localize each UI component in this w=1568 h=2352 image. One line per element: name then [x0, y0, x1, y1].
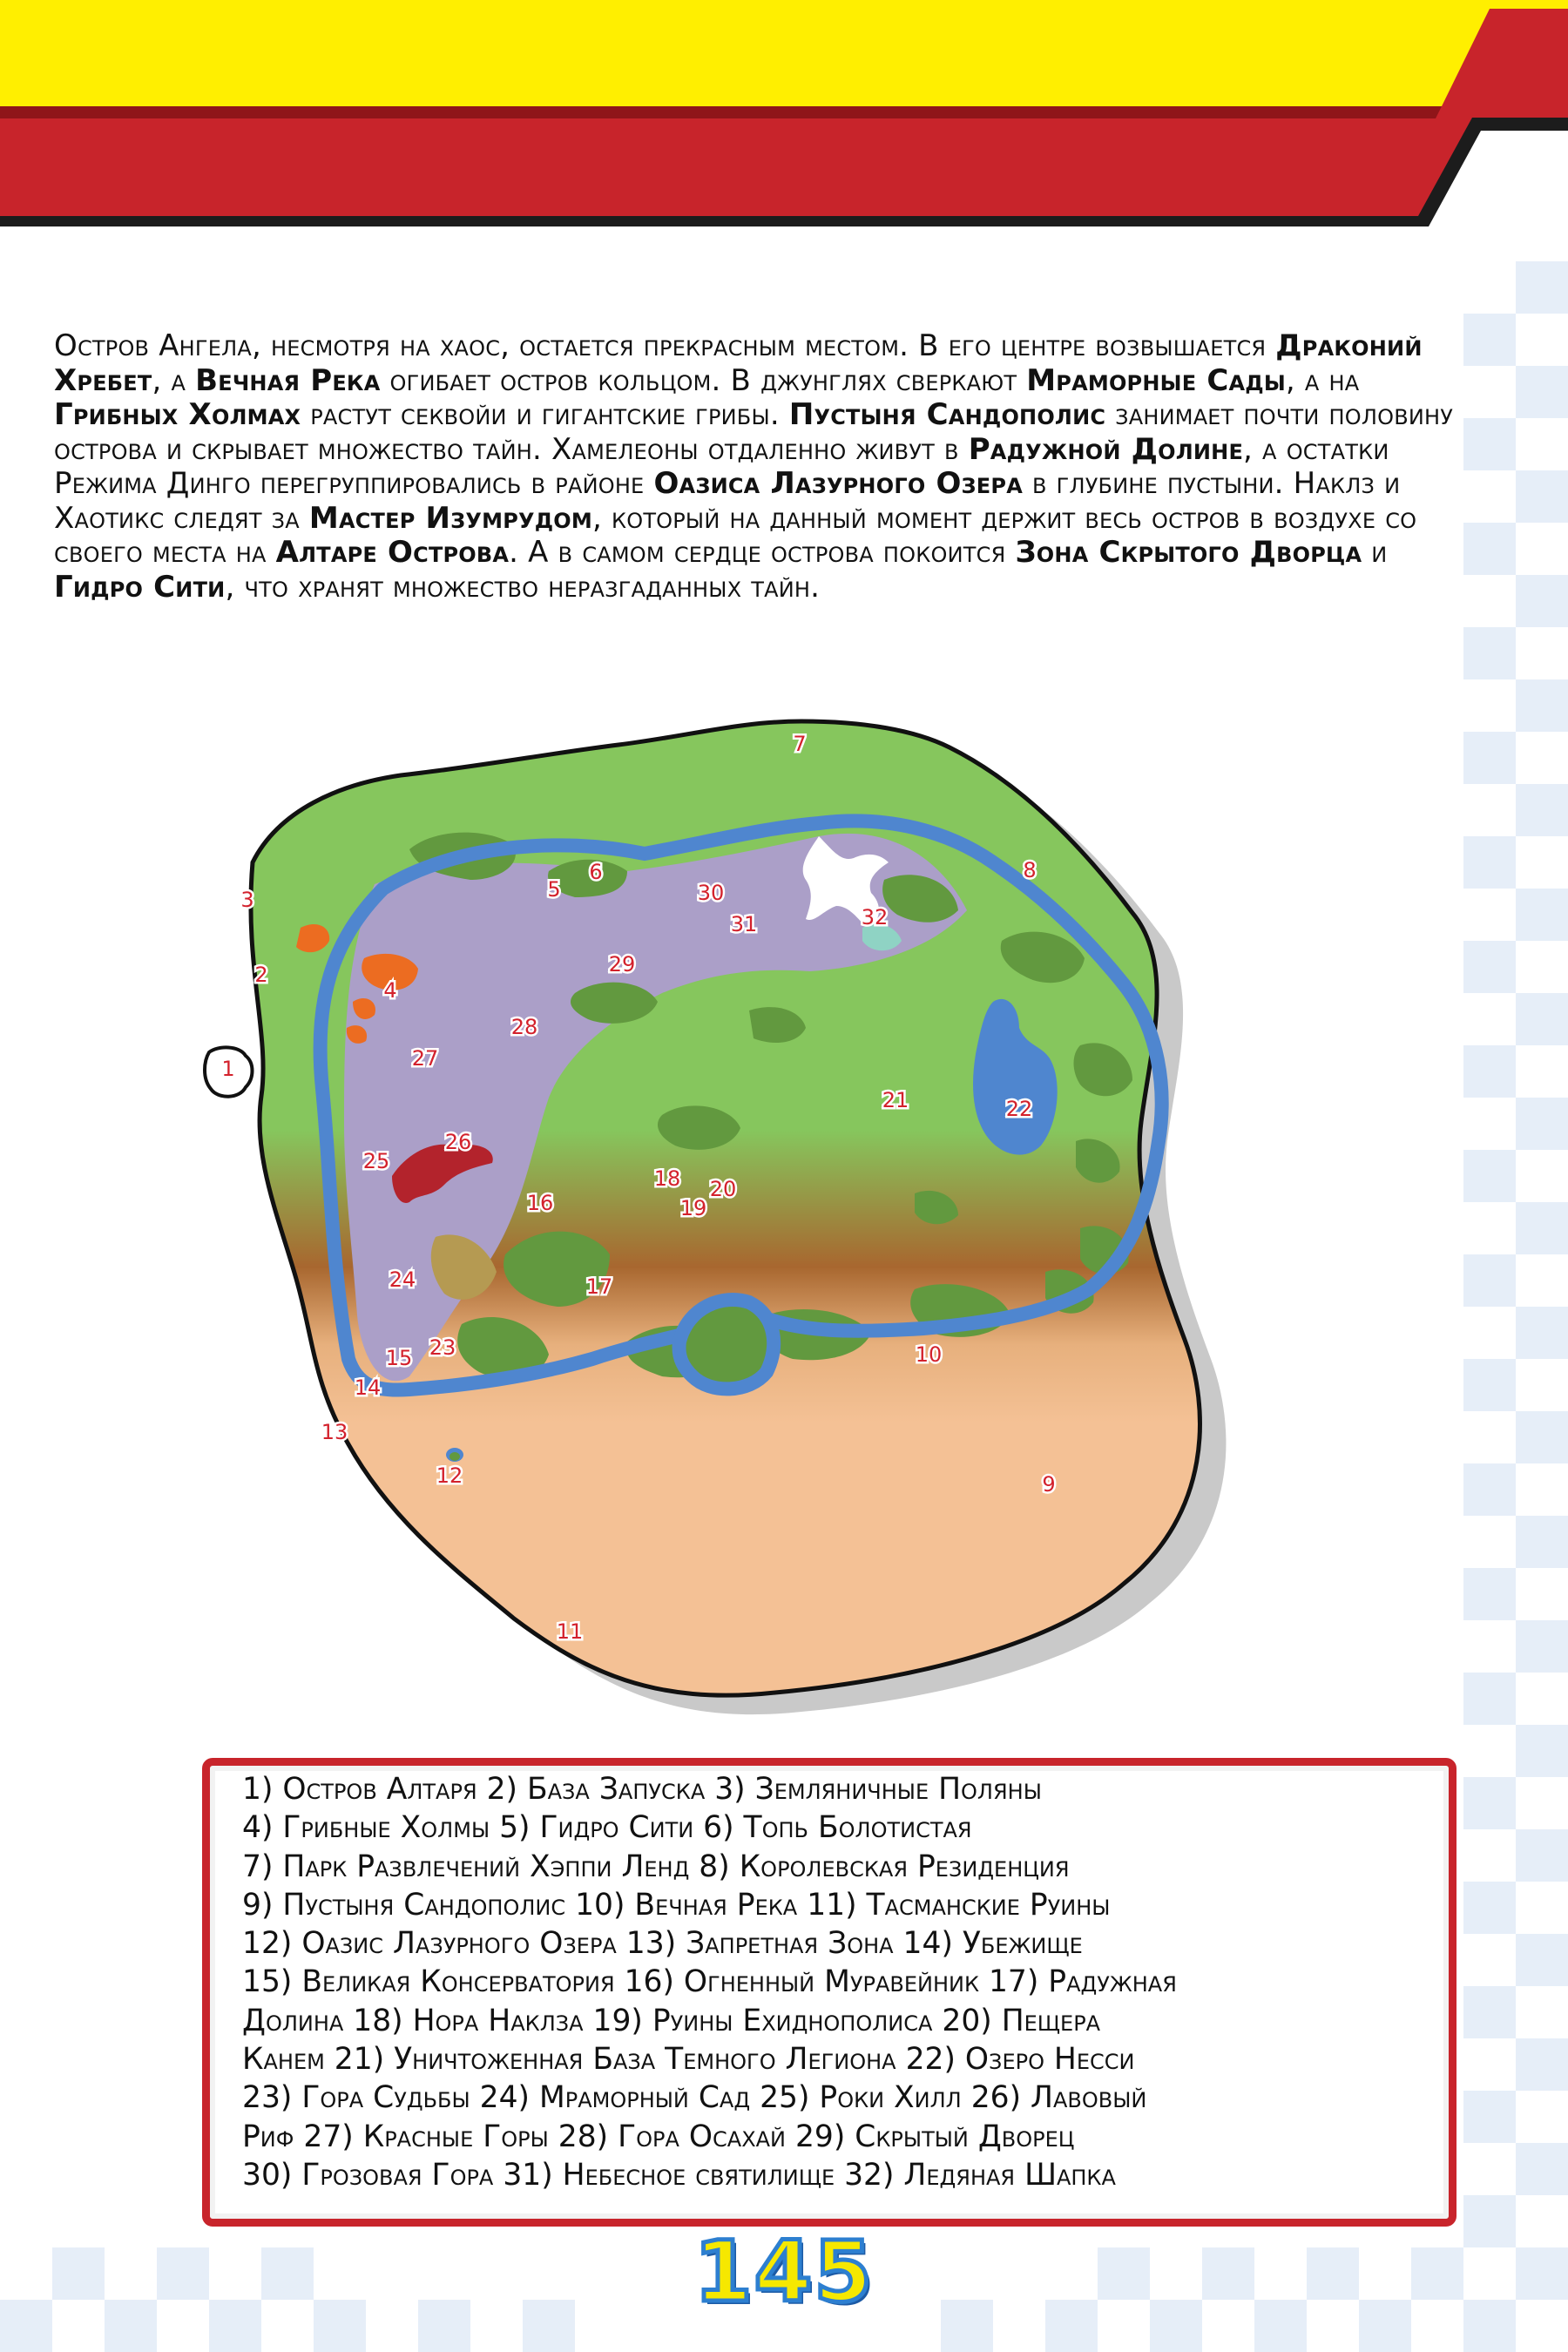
map-label-31[interactable]: 31	[730, 912, 758, 936]
intro-highlight: Грибных Холмах	[54, 397, 301, 432]
intro-text: Остров Ангела, несмотря на хаос, остается прекрасным местом. В его центре возвышается	[54, 328, 1276, 363]
intro-text: и	[1362, 535, 1388, 570]
map-label-15[interactable]: 15	[385, 1346, 413, 1370]
map-label-8[interactable]: 8	[1023, 858, 1037, 882]
intro-highlight: Мраморные Сады	[1026, 362, 1286, 398]
map-label-27[interactable]: 27	[411, 1046, 439, 1071]
legend-line: Канем 21) Уничтоженная База Темного Легиона 22) Озеро Несси	[242, 2042, 1135, 2078]
intro-text: , который на данный момент держит весь остров в воздухе со своего места на	[54, 500, 1417, 570]
map-label-23[interactable]: 23	[429, 1335, 456, 1360]
intro-text: , что хранят множество неразгаданных тайн.	[225, 569, 821, 605]
intro-text: огибает остров кольцом. В джунглях сверкают	[380, 362, 1027, 398]
map-label-4[interactable]: 4	[383, 978, 397, 1003]
intro-highlight: Драконий Хребет	[54, 328, 1423, 398]
map-label-25[interactable]: 25	[362, 1149, 390, 1173]
map-label-29[interactable]: 29	[608, 952, 636, 977]
map-label-22[interactable]: 22	[1005, 1097, 1033, 1121]
map-label-3[interactable]: 3	[240, 888, 254, 912]
river-loop	[679, 1300, 774, 1389]
intro-highlight: Вечная Река	[195, 362, 381, 398]
map-label-1[interactable]: 1	[221, 1057, 235, 1081]
map-label-2[interactable]: 2	[254, 963, 268, 987]
intro-text: . А в самом сердце острова покоится	[509, 535, 1016, 570]
intro-highlight: Пустыня Сандополис	[788, 397, 1106, 432]
legend-line: 12) Оазис Лазурного Озера 13) Запретная Зона 14) Убежище	[242, 1926, 1083, 1962]
legend-list	[242, 1770, 1462, 2194]
map-label-32[interactable]: 32	[861, 905, 889, 929]
intro-highlight: Зона Скрытого Дворца	[1015, 535, 1362, 570]
legend-line: Долина 18) Нора Наклза 19) Руины Ехиднополиса 20) Пещера	[242, 2003, 1101, 2038]
intro-text: , а	[152, 362, 196, 398]
intro-highlight: Мастер Изумрудом	[308, 500, 592, 536]
map-label-28[interactable]: 28	[510, 1015, 538, 1039]
map-label-16[interactable]: 16	[526, 1191, 554, 1215]
intro-text: занимает почти половину острова и скрывает множество тайн. Хамелеоны отдаленно живут в	[54, 397, 1454, 467]
map-label-7[interactable]: 7	[793, 732, 807, 756]
legend-line: 7) Парк Развлечений Хэппи Ленд 8) Королевская Резиденция	[242, 1848, 1070, 1884]
intro-text: в глубине пустыни. Наклз и Хаотикс следят за	[54, 466, 1401, 536]
map-label-19[interactable]: 19	[679, 1196, 707, 1220]
map-label-17[interactable]: 17	[585, 1274, 613, 1299]
intro-highlight: Оазиса Лазурного Озера	[653, 466, 1023, 501]
map-label-21[interactable]: 21	[882, 1088, 909, 1112]
page-number: 145	[693, 2223, 875, 2321]
map-label-14[interactable]: 14	[354, 1375, 382, 1400]
map-label-24[interactable]: 24	[389, 1267, 416, 1292]
intro-text: , а остатки Режима Динго перегруппировались в районе	[54, 431, 1389, 501]
map-label-20[interactable]: 20	[709, 1177, 737, 1201]
intro-highlight: Радужной Долине	[968, 431, 1244, 467]
intro-text: , а на	[1285, 362, 1360, 398]
oasis-patch	[449, 1452, 460, 1461]
map-label-18[interactable]: 18	[653, 1166, 681, 1191]
legend-line: Риф 27) Красные Горы 28) Гора Осахай 29) Скрытый Дворец	[242, 2119, 1075, 2154]
legend-line: 15) Великая Консерватория 16) Огненный Муравейник 17) Радужная	[242, 1964, 1177, 2000]
legend-line: 9) Пустыня Сандополис 10) Вечная Река 11) Тасманские Руины	[242, 1887, 1111, 1923]
legend-line: 23) Гора Судьбы 24) Мраморный Сад 25) Роки Хилл 26) Лавовый	[242, 2080, 1147, 2116]
intro-text: растут секвойи и гигантские грибы.	[301, 397, 789, 432]
legend-line: 4) Грибные Холмы 5) Гидро Сити 6) Топь Болотистая	[242, 1810, 972, 1846]
map-label-6[interactable]: 6	[589, 860, 603, 884]
map-label-26[interactable]: 26	[444, 1130, 472, 1154]
legend-line: 1) Остров Алтаря 2) База Запуска 3) Земляничные Поляны	[242, 1772, 1042, 1807]
legend-line: 30) Грозовая Гора 31) Небесное святилище 32) Ледяная Шапка	[242, 2157, 1116, 2193]
map-label-30[interactable]: 30	[697, 881, 725, 905]
map-label-5[interactable]: 5	[547, 877, 561, 902]
map-label-13[interactable]: 13	[321, 1420, 348, 1444]
map-label-12[interactable]: 12	[436, 1463, 463, 1488]
map-label-11[interactable]: 11	[556, 1619, 584, 1644]
intro-highlight: Гидро Сити	[54, 569, 226, 605]
intro-highlight: Алтаре Острова	[275, 535, 510, 570]
map-label-9[interactable]: 9	[1042, 1472, 1056, 1497]
map-label-10[interactable]: 10	[915, 1342, 943, 1367]
